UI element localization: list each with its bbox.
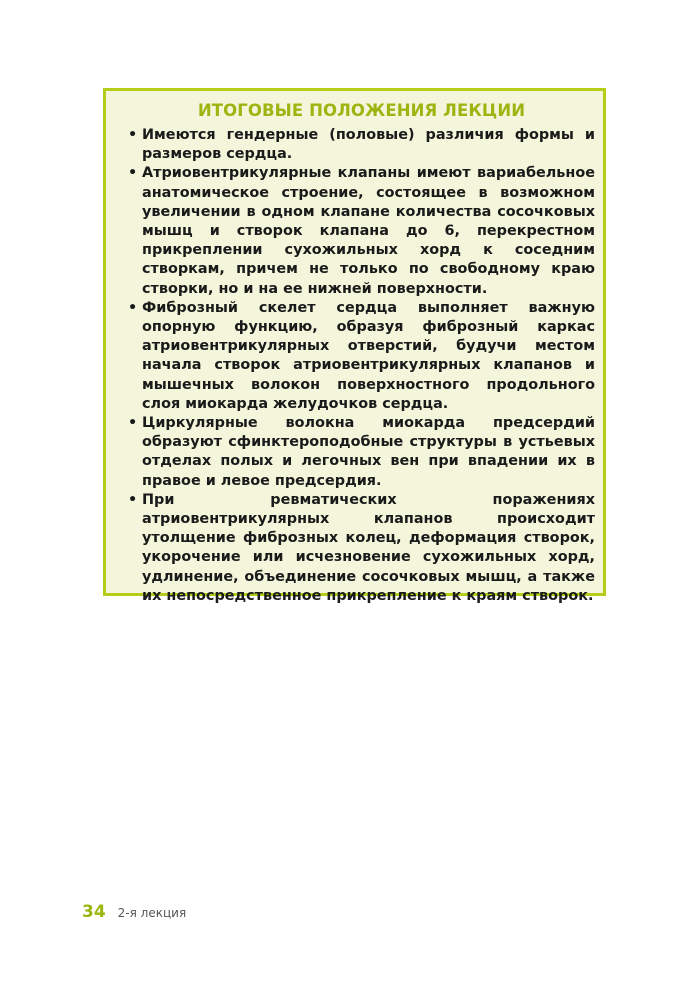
summary-item-text: Имеются гендерные (половые) различия формы и размеров сердца. bbox=[142, 127, 595, 163]
summary-item bbox=[128, 299, 595, 414]
summary-item-text: При ревматических поражениях атриовентрикулярных клапанов происходит утолщение фиброзных колец, деформация створок, укорочение или исчезновение сухожильных хорд, удлинение, объединение сосочковых мышц, а также их непосредственное прикрепление к краям створок. bbox=[142, 491, 595, 604]
summary-item-text: Циркулярные волокна миокарда предсердий образуют сфинктероподобные структуры в устьевых отделах полых и легочных вен при впадении их в правое и левое предсердия. bbox=[142, 415, 595, 489]
summary-item bbox=[128, 164, 595, 298]
summary-item bbox=[128, 126, 595, 164]
page-footer bbox=[82, 902, 186, 922]
summary-item-text: Атриовентрикулярные клапаны имеют вариабельное анатомическое строение, состоящее в возможном увеличении в одном клапане количества сосочковых мышц и створок клапана до 6, перекрестном прикреплении сухожильных хорд к соседним створкам, причем не только по свободному краю створки, но и на ее нижней поверхности. bbox=[142, 165, 595, 297]
summary-item-text: Фиброзный скелет сердца выполняет важную опорную функцию, образуя фиброзный каркас атриовентрикулярных отверстий, будучи местом начала створок атриовентрикулярных клапанов и мышечных волокон поверхностного продольного слоя миокарда желудочков сердца. bbox=[142, 299, 595, 412]
summary-list bbox=[128, 126, 595, 606]
bullet-icon: • bbox=[128, 165, 138, 182]
bullet-icon: • bbox=[128, 299, 138, 316]
section-label: 2-я лекция bbox=[117, 906, 187, 920]
summary-item bbox=[128, 491, 595, 606]
summary-title: ИТОГОВЫЕ ПОЛОЖЕНИЯ ЛЕКЦИИ bbox=[197, 101, 526, 120]
lecture-summary-box bbox=[103, 88, 606, 604]
bullet-icon: • bbox=[128, 415, 138, 432]
bullet-icon: • bbox=[128, 127, 138, 143]
bullet-icon: • bbox=[128, 491, 138, 508]
page-number: 34 bbox=[82, 902, 106, 922]
summary-item bbox=[128, 414, 595, 491]
